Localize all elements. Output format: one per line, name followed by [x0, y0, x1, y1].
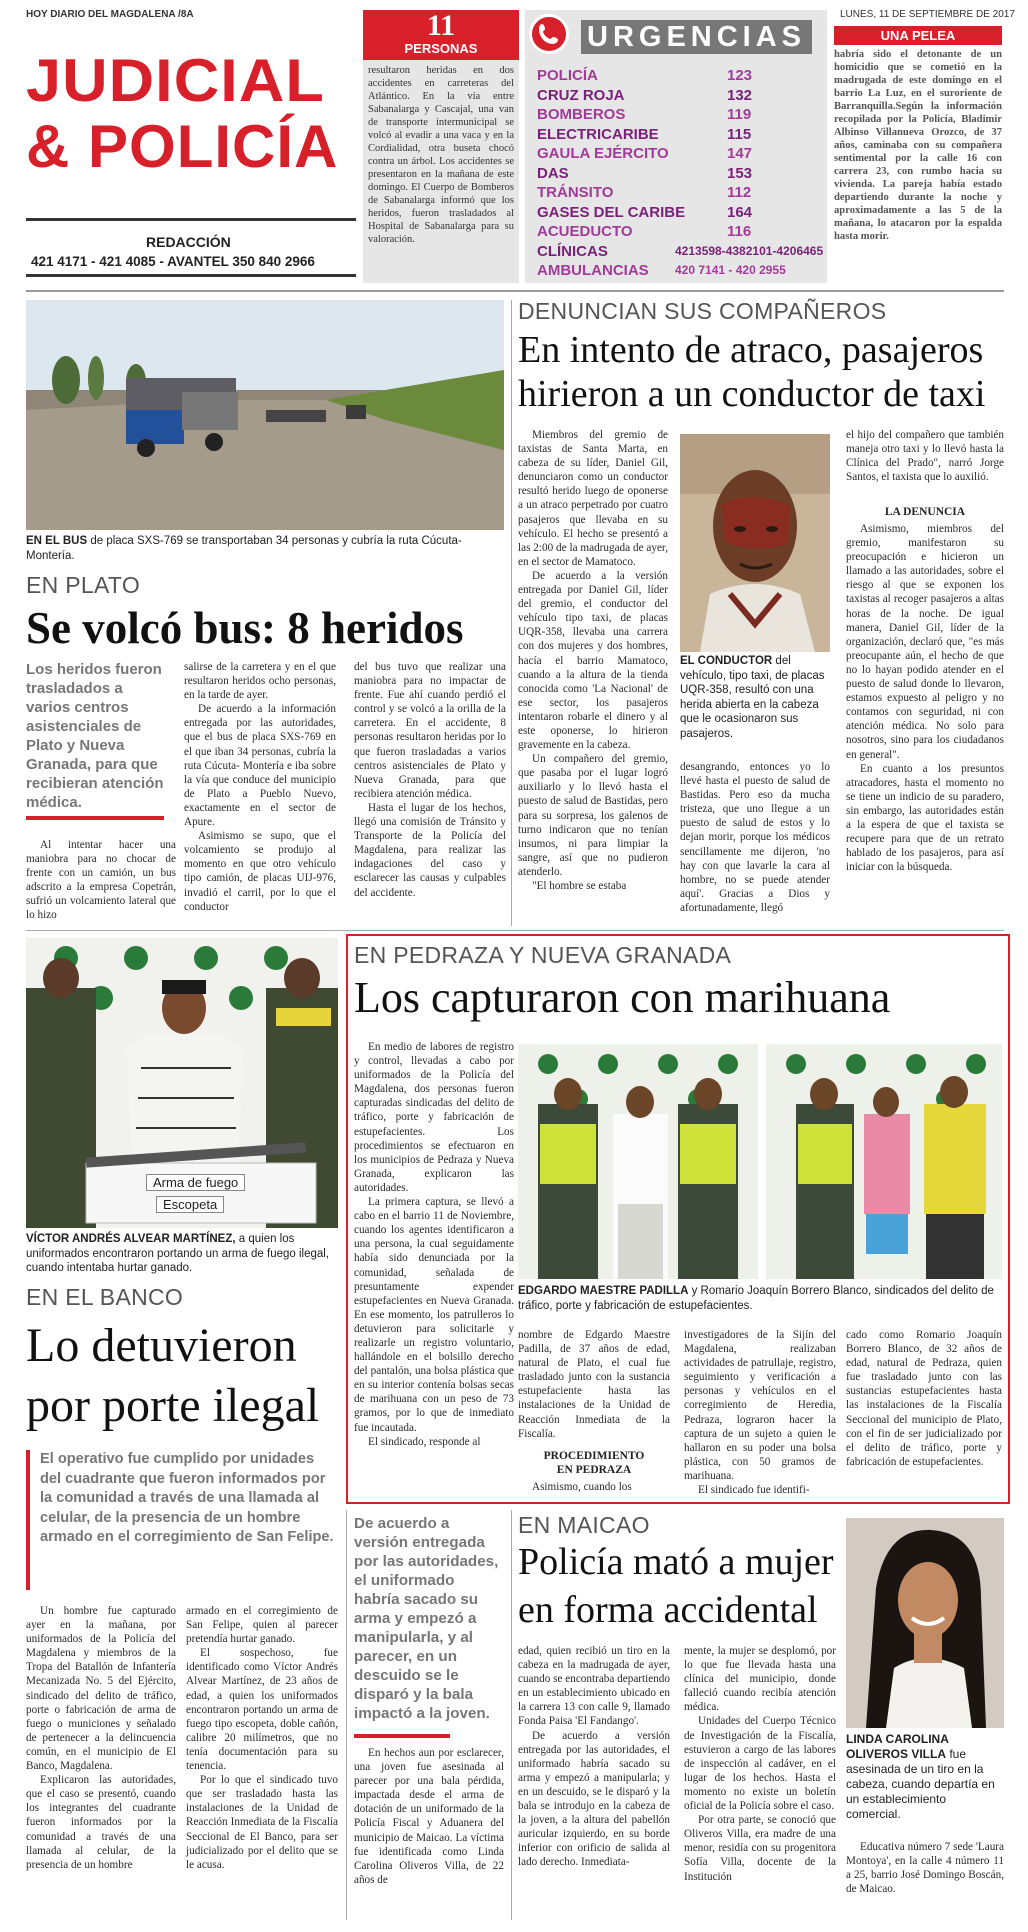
taxi-headline: En intento de atraco, pasajeros hirieron a un conductor de taxi [518, 329, 986, 415]
phone-icon [529, 14, 569, 54]
bus-kicker: EN PLATO [26, 572, 141, 598]
urgencias-number: 153 [727, 164, 753, 182]
vertical-divider-3 [511, 1510, 512, 1920]
linda-caption-text: fue asesinada de un tiro en la cabeza, cuando departía en un establecimiento comercial. [846, 1747, 995, 1821]
vertical-divider-1 [511, 300, 512, 926]
paragraph: La primera captura, se llevó a cabo en el barrio 11 de Noviembre, cuando los agentes identificaron a una persona, la cual seguidamente había sido denunciada por la comunidad, señalada de presuntamente expender estupefacientes en Nueva Granada. En ese momento, los patrulleros lo detuvieron para solicitarle y realizarle un registro voluntario, hallándole en el bolsillo derecho del pantalón, una bolsa plástica que en su interior contenía bolsas secas de marihuana con un peso de 73 gramos, por lo que de inmediato fue incautada. [354, 1196, 514, 1434]
vertical-divider-2 [346, 1510, 347, 1920]
mid-divider [26, 930, 1004, 931]
paragraph: Explicaron las autoridades, que el caso se presentó, cuando los integrantes del cuadrante fueron informados por la comunidad a través de una llamada al celular, de la presencia de un hombre [26, 1774, 176, 1871]
urgencias-name: GASES DEL CARIBE [537, 203, 686, 221]
taxi-col3b [846, 522, 1004, 874]
paragraph: edad, quien recibió un tiro en la cabeza en la madrugada de ayer, cuando se encontraba departiendo en un establecimiento ubicado en la carrera 13 con calle 9, llamado Fonda Paisa 'El Fandango'. [518, 1645, 670, 1728]
urgencias-row [537, 86, 827, 106]
bus-col3 [354, 660, 506, 900]
paragraph: Asimismo se supo, que el volcamiento se produjo al momento en que otro vehículo tipo camión, de placas UIJ-976, invadió el carril, por lo que el conductor [184, 830, 336, 913]
marihuana-caption-bold: EDGARDO MAESTRE PADILLA [518, 1285, 689, 1297]
urgencias-name: BOMBEROS [537, 106, 626, 123]
masthead-rule-bottom [26, 274, 356, 277]
maicao-col1 [518, 1644, 670, 1870]
paragraph: mente, la mujer se desplomó, por lo que fue llevada hasta una clínica del municipio, donde falleció cuando recibía atención médica. [684, 1645, 836, 1714]
brief-number-box [363, 10, 519, 60]
paragraph: Miembros del gremio de taxistas de Santa Marta, en cabeza de su líder, Daniel Gil, denunciaron como un conductor resultó herido luego de oponerse a un atraco perpetrado por cuatro pasajeros que llevaba en su vehículo. El hecho se presentó a las 2:00 de la madrugada de ayer, en el sector de Mamatoco. [518, 429, 668, 568]
marihuana-col2b: Asimismo, cuando los [532, 1481, 632, 1493]
urgencias-number: 123 [727, 67, 753, 84]
maicao-col0: En hechos aun por esclarecer, una joven fue asesinada al parecer por una bala pérdida, impactada desde el arma de dotación de un uniformado de la Policía Fiscal y Aduanera del municipio de Maicao. La víctima fue identificada como Linda Carolina Oliveros Villa, de 22 años de [354, 1747, 504, 1886]
paragraph: De acuerdo a versión entregada por las autoridades, el uniformado habría sacado su arma y empezó a manipularla; y en un descuido, se le disparó y la bala se introdujo en la cabeza de la joven, a la altura del pabellón auricular izquierdo, en su borde inferior con orificio de salida al lado derecho. Inmediata- [518, 1729, 670, 1869]
marihuana-caption-text: y Romario Joaquín Borrero Blanco, sindicados del delito de tráfico, porte y fabricación de estupefacientes. [518, 1285, 994, 1312]
paragraph: En cuanto a los presuntos atracadores, hasta el momento no se tiene un indicio de su paradero, sin embargo, las autoridades están a la espera de que el taxista se recupere para que de un retrato hablado de los pasajeros, para así iniciar con la búsqueda. [846, 762, 1004, 874]
alvear-sign-2: Escopeta [156, 1196, 224, 1213]
alvear-lead: El operativo fue cumplido por unidades del cuadrante que fueron informados por la comunidad a través de una llamada al celular, de la presencia de un hombre armado en el corregimiento de San Felipe. [40, 1451, 334, 1545]
maicao-kicker: EN MAICAO [518, 1512, 650, 1538]
marihuana-photo-2 [766, 1044, 1002, 1279]
alvear-lead-bar [26, 1450, 30, 1590]
paragraph: El sindicado fue identifi- [698, 1484, 810, 1497]
marihuana-subhead-1: PROCEDIMIENTO [543, 1450, 645, 1462]
linda-caption-bold: LINDA CAROLINA OLIVEROS VILLA [846, 1732, 949, 1761]
taxi-col3a: el hijo del compañero que también maneja otro taxi y lo llevó hasta la Clínica del Prado", narró Jorge Santos, el taxista que lo auxilió. [846, 429, 1004, 484]
paragraph: Por otra parte, se conoció que Oliveros Villa, era madre de una menor, residía con su progenitora Sofía Villa, docente de la Institución [684, 1814, 836, 1883]
redaccion-label: REDACCIÓN [146, 234, 231, 250]
alvear-headline: Lo detuvieron por porte ilegal [26, 1319, 320, 1432]
urgencias-box [525, 10, 827, 283]
urgencias-number: 116 [727, 223, 752, 240]
paragraph: Asimismo, miembros del gremio, manifestaron su preocupación e hicieron un llamado a las autoridades, sobre el riesgo al que se exponen los taxistas al recoger pasajeros a altas horas de la noche. De igual manera, Daniel Gil, líder de la organización, declaró que, "es más preocupante aún, el hecho de que no lo hayan podido atender en el puesto de salud donde lo llevaron, estamos expuesto al peligro y no contamos con seguridad, ni con atención médica. No solo para nosotros, sino para los ciudadanos en general". [846, 523, 1004, 761]
bus-col2 [184, 660, 336, 914]
urgencias-title: URGENCIAS [581, 20, 812, 54]
urgencias-row [537, 66, 827, 86]
paragraph: Por lo que el sindicado tuvo que ser trasladado hasta las instalaciones de la Unidad de Reacción Inmediata de la Fiscalía Seccional de El Banco, para ser judicializado por el delito que se le acusa. [186, 1774, 338, 1871]
paragraph: salirse de la carretera y en el que resultaron heridos ocho personas, en la tarde de ayer. [184, 661, 336, 702]
alvear-sign-1: Arma de fuego [146, 1174, 245, 1191]
urgencias-number: 147 [727, 145, 753, 162]
paragraph: armado en el corregimiento de San Felipe, quien al parecer pretendía hurtar ganado. [186, 1605, 338, 1646]
marihuana-kicker: EN PEDRAZA Y NUEVA GRANADA [354, 942, 732, 968]
urgencias-number: 132 [727, 86, 753, 104]
urgencias-row [537, 183, 827, 203]
bus-lead: Los heridos fueron trasladados a varios centros asistenciales de Plato y Nueva Granada, para que recibieran atención médica. [26, 661, 164, 811]
top-divider [26, 290, 1004, 292]
taxi-col2: desangrando, entonces yo lo llevé hasta el puesto de salud de Bastidas. Pero eso da mucha tristeza, que uno llegue a un puesto de salud de estos y lo dejan morir, porque los médicos sencillamente me dijeron, 'no hay con que lavarle la cara al hombre, no se puede atender aquí'. Gracias a Dios y afortunadamente, llegó [680, 761, 830, 914]
bus-lead-rule [26, 816, 164, 820]
alvear-kicker: EN EL BANCO [26, 1284, 184, 1310]
bus-caption [26, 534, 504, 563]
paragraph: "El hombre se estaba [532, 880, 627, 892]
maicao-col3: Educativa número 7 sede 'Laura Montoya', en la calle 4 número 11 a 25, barrio José Domingo Boscán, de Maicao. [846, 1841, 1004, 1896]
urgencias-list [537, 66, 827, 281]
paragraph: De acuerdo a la versión entregada por Daniel Gil, líder del gremio, el conductor del vehículo tipo taxi, de placas UQR-358, llevaba una carrera con dos mujeres y dos hombres, hacía el barrio Mamatoco, cuando a la altura de la tienda conocida como 'La Nacional' de ese sector, los pasajeros intentaron robarle el dinero y al este oponerse, lo hirieron gravemente en la cabeza. [518, 569, 668, 752]
urgencias-number: 420 7141 - 420 2955 [675, 263, 786, 277]
urgencias-row [537, 203, 827, 223]
urgencias-number: 164 [727, 203, 753, 221]
marihuana-caption [518, 1284, 1002, 1313]
urgencias-name: DAS [537, 164, 569, 182]
brief-text: resultaron heridas en dos accidentes en carreteras del Atlántico. En la vía entre Sabanalarga y Cascajal, una van de transporte intermunicipal se volcó al evadir a una vaca y en la Cordialidad, otra buseta chocó contra un árbol. Los accidentes se presentaron en la mañana de este domingo. El Cuerpo de Bomberos de Sabanalarga informó que los heridos, fueron trasladados al Hospital de Sabanalarga para su valoración. [368, 65, 514, 245]
urgencias-name: CRUZ ROJA [537, 86, 625, 104]
taxi-caption [680, 654, 830, 741]
taxi-subhead: LA DENUNCIA [884, 506, 966, 518]
urgencias-name: ELECTRICARIBE [537, 125, 659, 143]
paragraph: Un hombre fue capturado ayer en la mañana, por uniformados de la Policía del Magdalena y miembros de la Tropa del Batallón de Infantería Mecanizada No. 5 del Ejército, sindicado del delito de tráfico, porte o fabricación de arma de fuego o municiones y señalado de pertenecer a la delincuencia común, en el municipio de El Banco, Magdalena. [26, 1605, 176, 1773]
taxi-driver-photo [680, 434, 830, 652]
maicao-headline: Policía mató a mujer en forma accidental [518, 1541, 834, 1631]
section-title-policia: & POLICÍA [26, 113, 339, 180]
marihuana-photo-1 [518, 1044, 758, 1279]
urgencias-number: 4213598-4382101-4206465 [675, 243, 824, 258]
redaccion-phones: 421 4171 - 421 4085 - AVANTEL 350 840 2966 [31, 254, 315, 269]
urgencias-name: GAULA EJÉRCITO [537, 145, 669, 162]
urgencias-row [537, 125, 827, 145]
marihuana-col1 [354, 1040, 514, 1449]
bus-headline: Se volcó bus: 8 heridos [26, 603, 464, 653]
urgencias-row [537, 261, 827, 281]
alvear-col2 [186, 1604, 338, 1872]
urgencias-number: 115 [727, 125, 752, 143]
alvear-caption-text: a quien los uniformados encontraron portando un arma de fuego ilegal, cuando intentaba hurtar ganado. [26, 1233, 330, 1274]
bus-photo [26, 300, 504, 530]
urgencias-name: CLÍNICAS [537, 242, 608, 260]
paragraph: En medio de labores de registro y control, llevadas a cabo por uniformados de la Policía del Magdalena, dos personas fueron capturadas sindicadas del delito de tráfico, porte y fabricación de estupefacientes. Los procedimientos se efectuaron en los municipios de Pedraza y Nueva Granada, explicaron las autoridades. [354, 1041, 514, 1194]
urgencias-number: 119 [727, 106, 752, 123]
urgencias-row [537, 222, 827, 242]
linda-photo [846, 1518, 1004, 1728]
alvear-caption [26, 1232, 338, 1276]
taxi-caption-text: del vehículo, tipo taxi, de placas UQR-358, resultó con una herida abierta en la cabeza que le ocasionaron sus pasajeros. [680, 655, 825, 740]
urgencias-row [537, 242, 827, 262]
bus-caption-bold: EN EL BUS [26, 535, 88, 547]
urgencias-row [537, 144, 827, 164]
urgencias-name: AMBULANCIAS [537, 262, 649, 279]
urgencias-number: 112 [727, 184, 752, 201]
taxi-caption-bold: EL CONDUCTOR [680, 655, 773, 667]
paragraph: De acuerdo a la información entregada por las autoridades, que el bus de placa SXS-769 en el que iban 34 personas, cubría la ruta Cúcuta- Montería e iba sobre la vía que conduce del municipio de Plato a Pueblo Nuevo, exactamente en el sector de Apure. [184, 703, 336, 829]
section-title-judicial: JUDICIAL [26, 47, 325, 114]
paragraph: El sospechoso, fue identificado como Víctor Andrés Alvear Martínez, de 23 años de edad, a quien los uniformados encontraron portando un arma de fuego tipo escopeta, doble cañón, calibre 20 milímetros, que no tenía documentación para su tenencia. [186, 1647, 338, 1773]
bus-caption-text: de placa SXS-769 se transportaban 34 personas y cubría la ruta Cúcuta- Montería. [26, 535, 462, 562]
marihuana-subhead-2: EN PEDRAZA [556, 1464, 632, 1476]
urgencias-name: TRÁNSITO [537, 184, 614, 201]
urgencias-row [537, 105, 827, 125]
alvear-caption-bold: VÍCTOR ANDRÉS ALVEAR MARTÍNEZ, [26, 1233, 236, 1245]
taxi-col1 [518, 428, 668, 893]
paper-name: HOY DIARIO DEL MAGDALENA /8A [26, 9, 194, 20]
alvear-col1 [26, 1604, 176, 1872]
maicao-col2 [684, 1644, 836, 1884]
maicao-pull-rule [354, 1734, 450, 1738]
marihuana-col2a: nombre de Edgardo Maestre Padilla, de 37 años de edad, natural de Plato, el cual fue trasladado junto con la sustancia estupefaciente hasta las instalaciones de la Unidad de Reacción Inmediata de la Fiscalía. [518, 1329, 670, 1440]
paragraph: del bus tuvo que realizar una maniobra para no impactar de frente. Fue ahí cuando perdió el control y se volcó a la orilla de la carretera. En el accidente, 8 personas resultaron heridas por lo que fueron trasladadas a varios centros asistenciales de Plato y Nueva Granada, para que recibiera atención médica. [354, 661, 506, 800]
urgencias-name: ACUEDUCTO [537, 223, 633, 240]
taxi-kicker: DENUNCIAN SUS COMPAÑEROS [518, 298, 887, 324]
masthead-rule [26, 218, 356, 221]
bus-col1: Al intentar hacer una maniobra para no chocar de frente con un camión, un bus adscrito a la empresa Copetrán, sufrió un volcamiento lateral que lo hizo [26, 839, 176, 922]
paragraph: Hasta el lugar de los hechos, llegó una comisión de Tránsito y Transporte de la Policía del Magdalena, para realizar las indagaciones del caso y esclarecer las causas y culpables del accidente. [354, 801, 506, 899]
brief-number: 11 [426, 9, 456, 42]
urgencias-row [537, 164, 827, 184]
maicao-pullquote: De acuerdo a versión entregada por las autoridades, el uniformado habría sacado su arma y empezó a manipularla, y al parecer, en un descuido se le disparó y la bala impactó a la joven. [354, 1515, 499, 1722]
linda-caption [846, 1732, 1004, 1822]
brief-label: PERSONAS [404, 41, 478, 56]
date: LUNES, 11 DE SEPTIEMBRE DE 2017 [840, 9, 1015, 20]
pelea-label: UNA PELEA [834, 26, 1002, 45]
paragraph: investigadores de la Sijín del Magdalena, realizaban actividades de patrullaje, registro, seguimiento y verificación a personas y vehículos en el corregimiento de Heredia, Pedraza, lograron hacer la captura de un sujeto a quien le hallaron en su poder una bolsa plástica, con 50 gramos de marihuana. [684, 1329, 836, 1482]
urgencias-name: POLICÍA [537, 67, 598, 84]
paragraph: Unidades del Cuerpo Técnico de Investigación de la Fiscalía, estuvieron a cargo de las labores de inspección al cadáver, en el lugar de los hechos. Hasta el momento no existe un boletín oficial de la Policía sobre el caso. [684, 1715, 836, 1813]
marihuana-col3 [684, 1328, 836, 1497]
paragraph: Un compañero del gremio, que pasaba por el lugar logró auxiliarlo y lo llevó hasta el puesto de salud de Bastidas, pero para su sorpresa, los galenos de turno indicaron que no tenían insumos, ni para limpiar la sangre, así que no pudieron atenderlo. [518, 753, 668, 878]
paragraph: El sindicado, responde al [368, 1435, 481, 1448]
pelea-text: habría sido el detonante de un homicidio que se cometió en la madrugada de este domingo en el barrio La Luz, en el suroriente de Barranquilla.Según la información recopilada por la Policía, Bladimir Albinso Villanueva Orozco, de 37 años, caminaba con su compañera sentimental por la calle 16 con carrera 23, con rumbo hacia su vivienda. La pareja había estado departiendo durante la noche y aproximadamente a las 5 de la mañana, lo atacaron por la espalda hasta morir. [834, 49, 1002, 242]
marihuana-col4: cado como Romario Joaquín Borrero Blanco, de 32 años de edad, natural de Pedraza, quien fue trasladado junto con las sustancias estupefacientes hasta las instalaciones de la Fiscalía Seccional del municipio de Plato, con el fin de ser judicializado por el delito de tráfico, porte y fabricación de estupefacientes. [846, 1329, 1002, 1468]
brief-box [363, 10, 519, 283]
alvear-photo [26, 938, 338, 1228]
marihuana-headline: Los capturaron con marihuana [354, 973, 891, 1022]
